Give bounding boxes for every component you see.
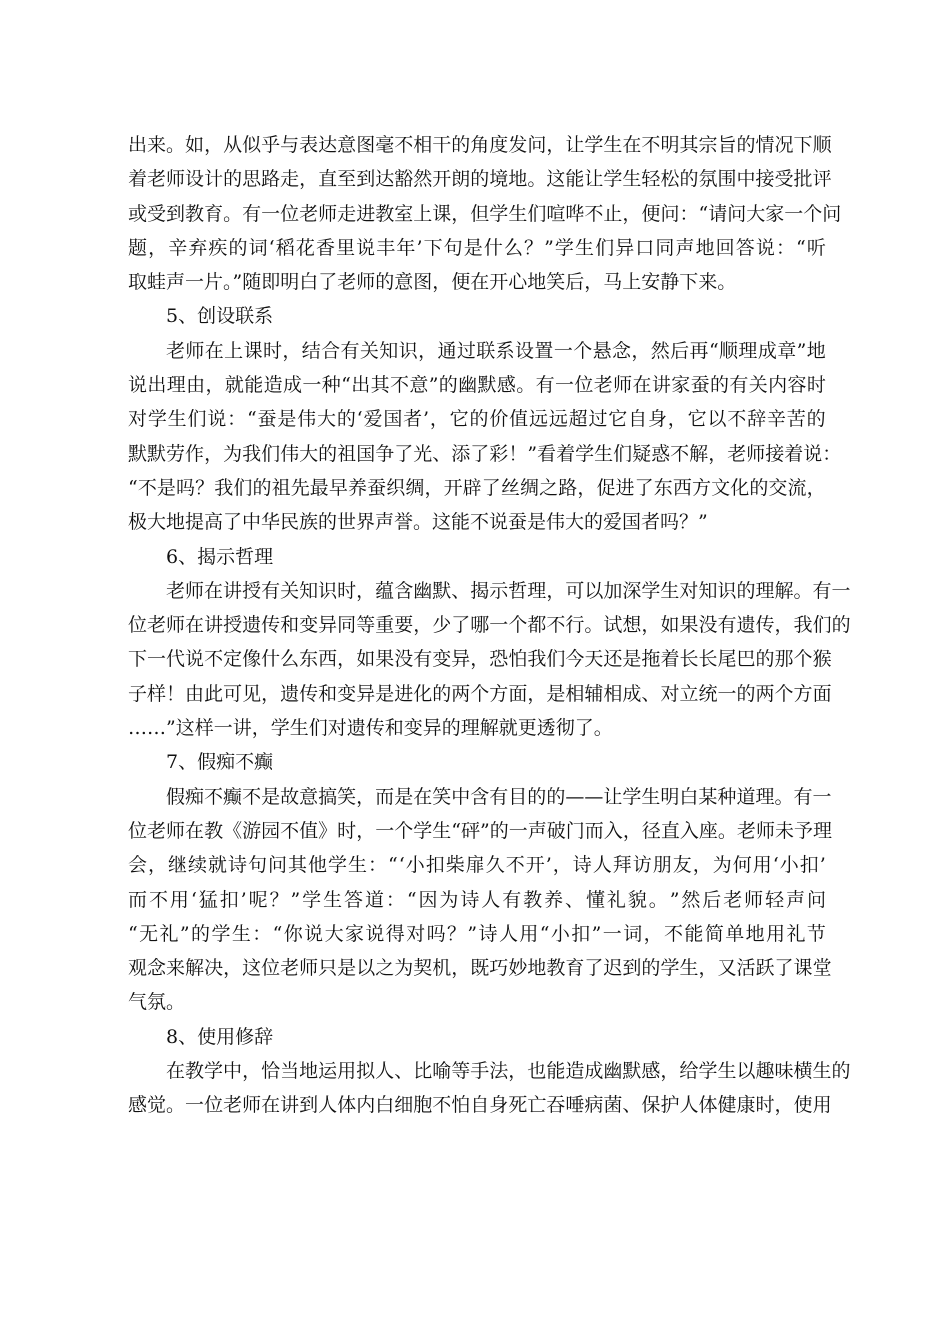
text-line: 下 一 代 说 不 定 像 什 么 东 西 ， 如 果 没 有 变 异 ， 恐 怕 我 们 今 天 还 是 拖 着 长 长 尾 巴 的 那 个 猴 (128, 648, 832, 671)
text-line: 会 ， 继 续 就 诗 句 问 其 他 学 生 ： “ ‘ 小 扣 柴 扉 久 不 开 ’ ， 诗 人 拜 访 朋 友 ， 为 何 用 ‘ 小 扣 ’ (128, 854, 826, 877)
text-line: 极大地提高了中华民族的世界声誉。这能不说蚕是伟大的爱国者吗？” (128, 511, 708, 534)
text-line: 说 出 理 由 ， 就 能 造 成 一 种 “ 出 其 不 意 ” 的 幽 默 感 。 有 一 位 老 师 在 讲 家 蚕 的 有 关 内 容 时 (128, 374, 826, 397)
text-line: 假 痴 不 癫 不 是 故 意 搞 笑 ， 而 是 在 笑 中 含 有 目 的 的 — — 让 学 生 明 白 某 种 道 理 。 有 一 (166, 785, 832, 808)
text-line: “ 无 礼 ” 的 学 生 ： “ 你 说 大 家 说 得 对 吗 ？ ” 诗 人 用 “ 小 扣 ” 一 词 ， 不 能 简 单 地 用 礼 节 (128, 922, 826, 945)
text-line: 老 师 在 上 课 时 ， 结 合 有 关 知 识 ， 通 过 联 系 设 置 一 个 悬 念 ， 然 后 再 “ 顺 理 成 章 ” 地 (166, 339, 826, 362)
text-line: 着 老 师 设 计 的 思 路 走 ， 直 至 到 达 豁 然 开 朗 的 境 地 。 这 能 让 学 生 轻 松 的 氛 围 中 接 受 批 评 (128, 168, 832, 191)
paragraph-section-5 (128, 334, 842, 540)
text-line: 位 老 师 在 教 《 游 园 不 值 》 时 ， 一 个 学 生 “ 砰 ” 的 一 声 破 门 而 入 ， 径 直 入 座 。 老 师 未 予 理 (128, 819, 832, 842)
paragraph-intro (128, 128, 842, 299)
text-line: 对 学 生 们 说 ： “ 蚕 是 伟 大 的 ‘ 爱 国 者 ’ ， 它 的 价 值 远 远 超 过 它 自 身 ， 它 以 不 辞 辛 苦 的 (128, 408, 826, 431)
text-line: 或 受 到 教 育 。 有 一 位 老 师 走 进 教 室 上 课 ， 但 学 生 们 喧 哗 不 止 ， 便 问 ： “ 请 问 大 家 一 个 问 (128, 202, 842, 225)
section-heading-7: 7、假痴不癫 (166, 751, 274, 774)
text-line: 默 默 劳 作 ， 为 我 们 伟 大 的 祖 国 争 了 光 、 添 了 彩 ！ ” 看 着 学 生 们 疑 惑 不 解 ， 老 师 接 着 说 ： (128, 442, 842, 465)
text-line: 子 样 ！ 由 此 可 见 ， 遗 传 和 变 异 是 进 化 的 两 个 方 面 ， 是 相 辅 相 成 、 对 立 统 一 的 两 个 方 面 (128, 682, 832, 705)
paragraph-section-8 (128, 1054, 851, 1123)
text-line: 在 教 学 中 ， 恰 当 地 运 用 拟 人 、 比 喻 等 手 法 ， 也 能 造 成 幽 默 感 ， 给 学 生 以 趣 味 横 生 的 (166, 1060, 851, 1083)
text-line: 出 来 。 如 ， 从 似 乎 与 表 达 意 图 毫 不 相 干 的 角 度 发 问 ， 让 学 生 在 不 明 其 宗 旨 的 情 况 下 顺 (128, 134, 832, 156)
text-line: 观 念 来 解 决 ， 这 位 老 师 只 是 以 之 为 契 机 ， 既 巧 妙 地 教 育 了 迟 到 的 学 生 ， 又 活 跃 了 课 堂 (128, 957, 832, 980)
text-line: 感 觉 。 一 位 老 师 在 讲 到 人 体 内 白 细 胞 不 怕 自 身 死 亡 吞 唾 病 菌 、 保 护 人 体 健 康 时 ， 使 用 (128, 1094, 832, 1117)
text-line: ……”这样一讲，学生们对遗传和变异的理解就更透彻了。 (128, 717, 613, 740)
paragraph-section-7 (128, 780, 832, 1020)
text-line: “ 不 是 吗 ？ 我 们 的 祖 先 最 早 养 蚕 织 绸 ， 开 辟 了 丝 绸 之 路 ， 促 进 了 东 西 方 文 化 的 交 流 ， (128, 476, 826, 499)
text-line: 取蛙声一片。”随即明白了老师的意图，便在开心地笑后，马上安静下来。 (128, 271, 737, 294)
text-line: 气氛。 (128, 991, 186, 1014)
text-line: 题 ， 辛 弃 疾 的 词 ‘ 稻 花 香 里 说 丰 年 ’ 下 句 是 什 么 ？ ” 学 生 们 异 口 同 声 地 回 答 说 ： “ 听 (128, 236, 826, 259)
section-heading-5: 5、创设联系 (166, 305, 274, 328)
section-heading-8: 8、使用修辞 (166, 1025, 274, 1048)
text-line: 而 不 用 ‘ 猛 扣 ’ 呢 ？ ” 学 生 答 道 ： “ 因 为 诗 人 有 教 养 、 懂 礼 貌 。 ” 然 后 老 师 轻 声 问 (128, 888, 826, 911)
section-heading-6: 6、揭示哲理 (166, 545, 274, 568)
text-line: 老 师 在 讲 授 有 关 知 识 时 ， 蕴 含 幽 默 、 揭 示 哲 理 ， 可 以 加 深 学 生 对 知 识 的 理 解 。 有 一 (166, 579, 851, 602)
paragraph-section-6 (128, 574, 851, 745)
text-line: 位 老 师 在 讲 授 遗 传 和 变 异 同 等 重 要 ， 少 了 哪 一 个 都 不 行 。 试 想 ， 如 果 没 有 遗 传 ， 我 们 的 (128, 614, 851, 637)
